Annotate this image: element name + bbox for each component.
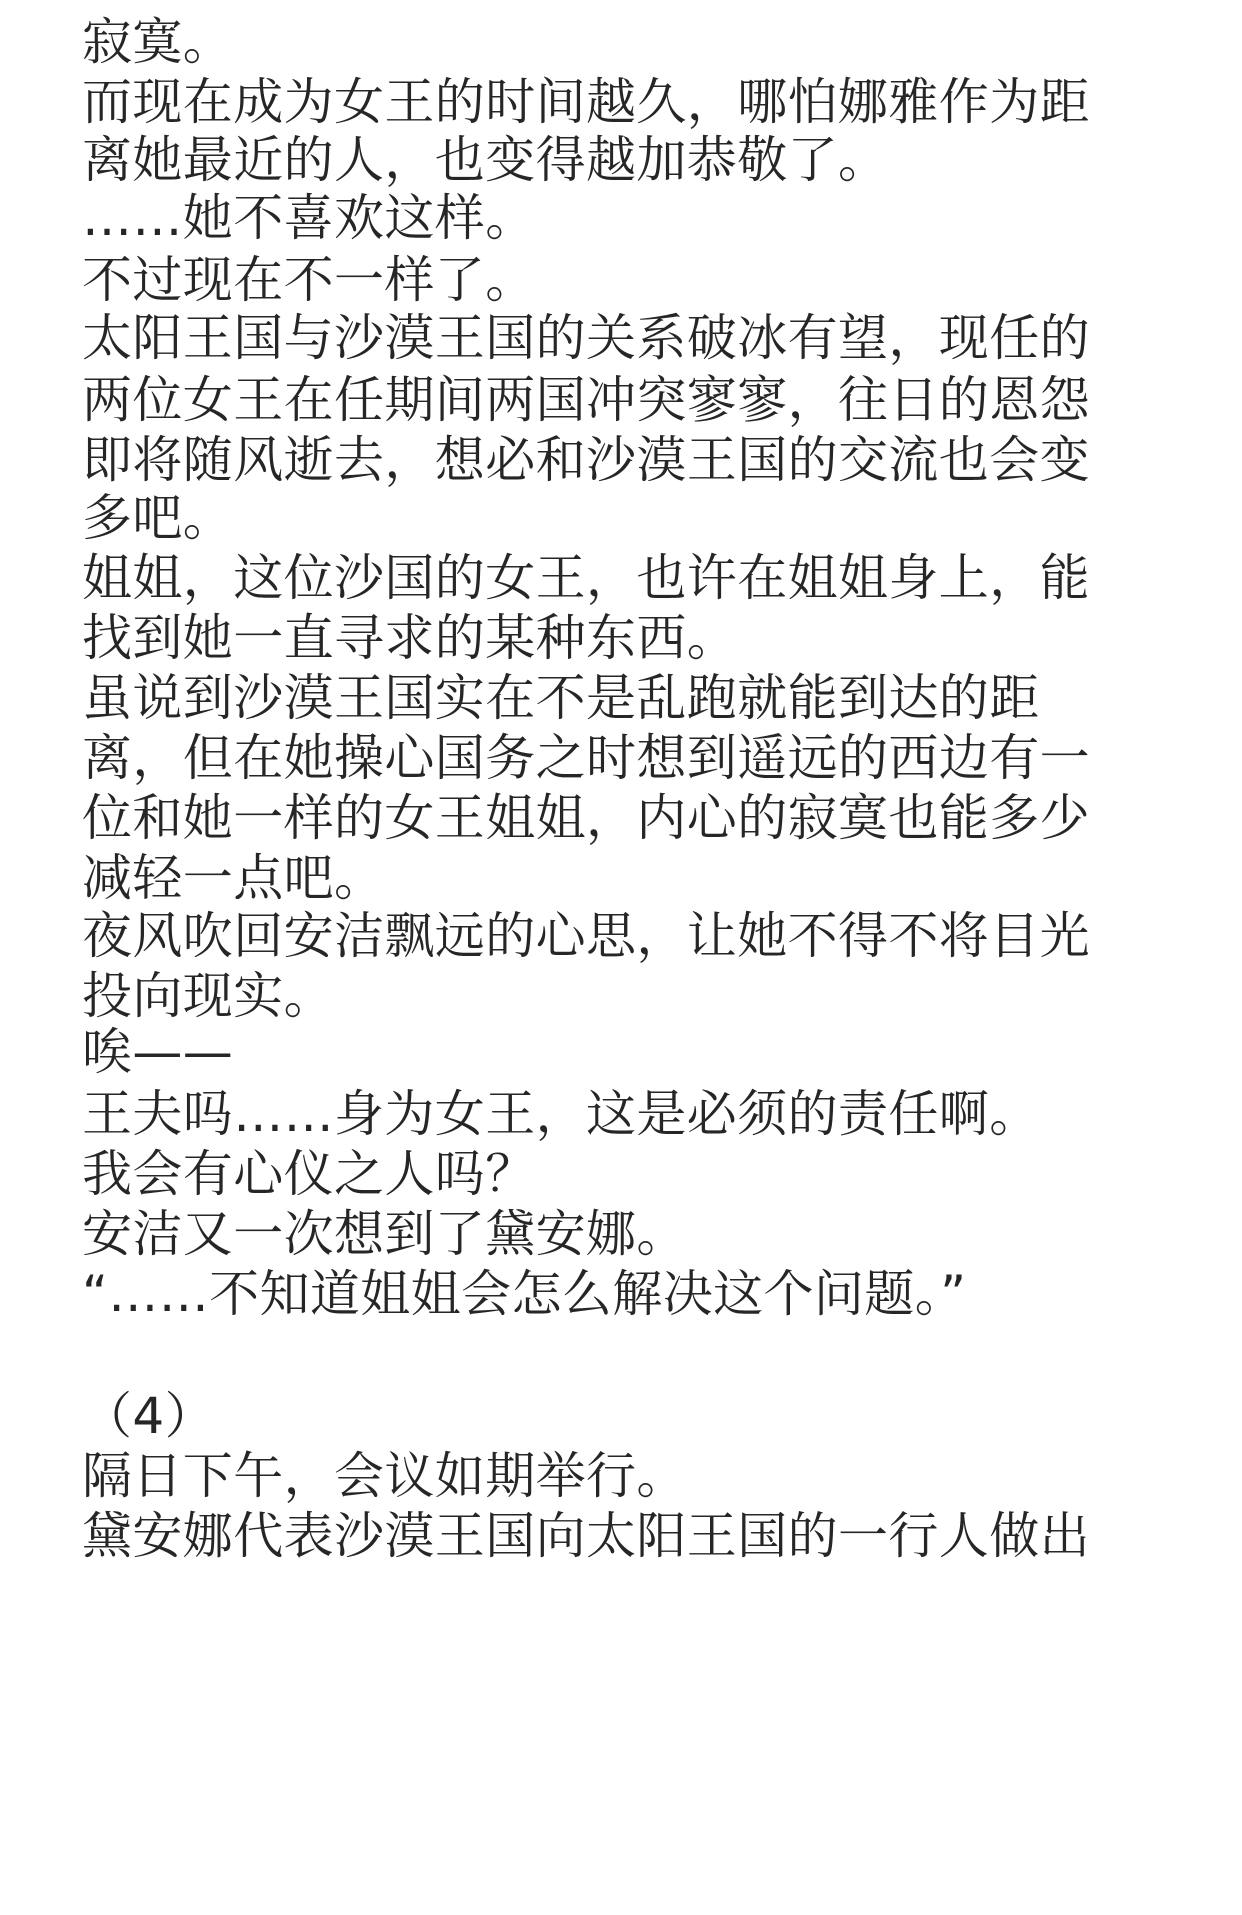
section-heading: （4）: [82, 1387, 216, 1445]
text-line: 两位女王在任期间两国冲突寥寥，往日的恩怨: [82, 371, 1090, 429]
text-line: 寂寞。: [82, 13, 234, 71]
text-line: 离，但在她操心国务之时想到遥远的西边有一: [82, 729, 1090, 787]
text-line: 不过现在不一样了。: [82, 251, 536, 309]
text-line: 虽说到沙漠王国实在不是乱跑就能到达的距: [82, 669, 1040, 727]
text-line: 多吧。: [82, 489, 234, 547]
text-line: 而现在成为女王的时间越久，哪怕娜雅作为距: [82, 73, 1090, 131]
text-line: 安洁又一次想到了黛安娜。: [82, 1205, 687, 1263]
text-line: 我会有心仪之人吗？: [82, 1145, 536, 1203]
text-line: 减轻一点吧。: [82, 849, 385, 907]
text-line: 姐姐，这位沙国的女王，也许在姐姐身上，能: [82, 549, 1090, 607]
text-line: 即将随风逝去，想必和沙漠王国的交流也会变: [82, 431, 1090, 489]
text-line: 王夫吗……身为女王，这是必须的责任啊。: [82, 1085, 1040, 1143]
text-line: 夜风吹回安洁飘远的心思，让她不得不将目光: [82, 907, 1090, 965]
text-line: 投向现实。: [82, 967, 334, 1025]
text-line: “……不知道姐姐会怎么解决这个问题。”: [82, 1265, 967, 1323]
text-line: ……她不喜欢这样。: [82, 189, 536, 247]
text-line: 离她最近的人，也变得越加恭敬了。: [82, 131, 889, 189]
text-line: 隔日下午，会议如期举行。: [82, 1447, 687, 1505]
text-line: 太阳王国与沙漠王国的关系破冰有望，现任的: [82, 309, 1090, 367]
text-line: 黛安娜代表沙漠王国向太阳王国的一行人做出: [82, 1507, 1090, 1565]
text-line: 找到她一直寻求的某种东西。: [82, 609, 738, 667]
text-line: 位和她一样的女王姐姐，内心的寂寞也能多少: [82, 789, 1090, 847]
text-line: 唉——: [82, 1023, 234, 1081]
